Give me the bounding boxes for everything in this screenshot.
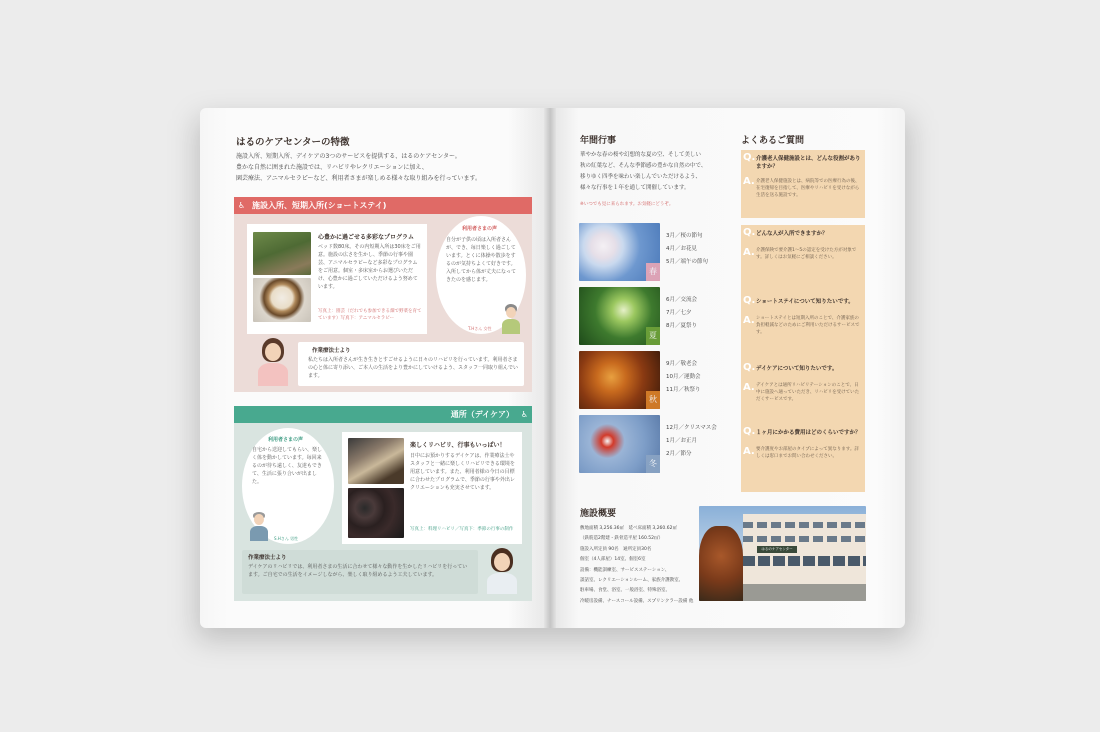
question-marker: Q. [743, 295, 756, 306]
short-stay-therapist-text: 私たちは入所者さんが生き生きとすごせるように日々のリハビリを行っています。利用者さまの心と体に寄り添い、ご本人の生活をより豊かにしていけるよう、スタッフ一同取り組んでいます。 [308, 357, 519, 379]
left-intro-line-3: 園芸療法、アニマルセラピーなど、利用者さまが楽しめる様々な取り組みを行っています。 [236, 175, 481, 182]
day-care-therapist-text: デイケアのリハビリでは、利用者さまの生活に合わせて様々な動作を生かしたリハビリを行っています。ご自宅での生活をイメージしながら、楽しく取り組めるよう工夫しています。 [248, 564, 468, 578]
autumn-events [666, 358, 701, 397]
facility-line-7: 駐車場、食堂、浴室、一般浴室、特殊浴室、 [580, 588, 670, 594]
answer-marker: A. [743, 176, 755, 187]
craft-photo [348, 488, 404, 538]
left-page-title: はるのケアセンターの特徴 [236, 137, 350, 148]
short-stay-photo-caption: 写真上：園芸（だれでも参加できる畑で野菜を育てています）写真下：アニマルセラピー [318, 309, 422, 321]
answer-marker: A. [743, 382, 755, 393]
winter-season-tag: 冬 [646, 455, 660, 473]
short-stay-voice-label: 利用者さまの声 [462, 226, 498, 232]
short-stay-banner-label: 施設入所、短期入所(ショートステイ) [252, 201, 387, 210]
summer-photo [579, 287, 660, 345]
question-marker: Q. [743, 426, 756, 437]
summer-season-tag: 夏 [646, 327, 660, 345]
autumn-season-tag: 秋 [646, 391, 660, 409]
short-stay-voice-person: T.Hさん 女性 [468, 326, 492, 331]
day-care-photo-caption: 写真上：料理リハビリ／写真下：季節の行事の制作 [410, 527, 514, 532]
summer-event-3: 8月／夏祭り [666, 323, 697, 329]
faq-answer-2: 介護保険で要介護1〜5の認定を受けた方が対象です。詳しくはお気軽にご相談ください。 [756, 248, 857, 260]
short-stay-banner [234, 197, 532, 214]
spring-events [666, 230, 708, 269]
faq-question-5: １ヶ月にかかる費用はどのくらいですか？ [756, 430, 861, 436]
spring-event-2: 4月／お花見 [666, 246, 697, 252]
facility-details [580, 524, 696, 607]
winter-event-1: 12月／クリスマス会 [666, 425, 717, 431]
facility-line-3: 施設入所定員 90名 通所定員30名 [580, 546, 652, 552]
faq-answer-4: デイケアとは通所リハビリテーションのことで、日中に施設へ通っていただき、リハビリを受けていただくサービスです。 [756, 383, 860, 402]
autumn-event-1: 9月／敬老会 [666, 361, 697, 367]
autumn-event-3: 11月／秋祭り [666, 387, 701, 393]
day-care-voice-person: S.Hさん 男性 [274, 536, 299, 541]
facility-line-4: 個室（4人部屋）14室、個室6室 [580, 557, 646, 563]
wheelchair-icon: ♿ [238, 201, 246, 210]
short-stay-voice-text: 自分が子供の頃は入所者さんが、でき、毎日楽しく過ごしています。とくに体操や散歩をするのが気持ちよくて好きです。入所してから体が丈夫になってきたのを感じます。 [446, 237, 517, 283]
question-marker: Q. [743, 362, 756, 373]
building-sign: はるのケアセンター [757, 546, 797, 553]
facility-line-6: 談話室、レクリエーションルーム、家族介護教室、 [580, 578, 684, 584]
dog-photo [253, 278, 311, 322]
spring-photo [579, 223, 660, 281]
faq-question-4: デイケアについて知りたいです。 [756, 366, 838, 372]
spring-season-tag: 春 [646, 263, 660, 281]
facility-line-8: 冷暖房設備、ナースコール設備、スプリンクラー設備 他 [580, 598, 694, 604]
faq-question-1: 介護老人保健施設とは、どんな役割がありますか？ [756, 156, 861, 170]
events-intro-4: 様々な行事を１年を通して開催しています。 [580, 185, 690, 191]
faq-item-3 [741, 293, 865, 361]
winter-event-2: 1月／お正月 [666, 438, 697, 444]
question-marker: Q. [743, 227, 756, 238]
book-spine [544, 108, 556, 628]
faq-title: よくあるご質問 [741, 136, 805, 146]
events-intro-2: 秋の紅葉など、そんな季節感の豊かな自然の中で、 [580, 163, 707, 169]
autumn-event-2: 10月／運動会 [666, 374, 701, 380]
therapist-woman-2-illustration [484, 548, 520, 594]
elderly-man-illustration [248, 512, 270, 542]
summer-event-2: 7月／七夕 [666, 310, 692, 316]
faq-answer-3: ショートステイとは短期入所のことで、介護家族の負担軽減などのためにご利用いただけるサービスです。 [756, 316, 860, 335]
day-care-banner [234, 406, 532, 423]
faq-question-2: どんな人が入所できますか？ [756, 231, 828, 237]
day-care-therapist-label: 作業療法士より [248, 555, 287, 561]
facility-title: 施設概要 [580, 509, 617, 519]
left-intro-line-2: 豊かな自然に囲まれた施設では、リハビリやレクリエーションに加え、 [236, 164, 428, 171]
faq-item-4 [741, 360, 865, 428]
summer-event-1: 6月／交流会 [666, 297, 697, 303]
spring-event-3: 5月／端午の節句 [666, 259, 708, 265]
left-intro-line-1: 施設入所、短期入所、デイケアの3つのサービスを提供する、はるのケアセンター。 [236, 153, 461, 160]
faq-item-5 [741, 424, 865, 492]
winter-event-3: 2月／節分 [666, 451, 692, 457]
answer-marker: A. [743, 247, 755, 258]
summer-events [666, 294, 697, 333]
events-title: 年間行事 [580, 136, 617, 146]
faq-item-1 [741, 150, 865, 218]
answer-marker: A. [743, 446, 755, 457]
events-intro-1: 華やかな春の桜や幻想的な夏の空、そして美しい [580, 152, 702, 158]
facility-line-5: 設備：機能訓練室、サービスステーション、 [580, 567, 670, 573]
events-intro-3: 移りゆく四季を味わい楽しんでいただけるよう、 [580, 174, 702, 180]
wheelchair-icon: ♿ [520, 410, 528, 419]
cooking-photo [348, 438, 404, 484]
faq-item-2 [741, 225, 865, 293]
short-stay-therapist-label: 作業療法士より [312, 348, 351, 354]
day-care-voice-label: 利用者さまの声 [268, 437, 304, 443]
elderly-woman-illustration [500, 304, 522, 334]
therapist-woman-illustration [256, 338, 290, 386]
short-stay-card-title: 心豊かに過ごせる多彩なプログラム [318, 234, 414, 241]
spring-event-1: 3月／桜の節句 [666, 233, 703, 239]
day-care-voice-text: 自宅から送迎してもらい、楽しく体を動かしています。毎回来るのが待ち遠しく、友達もできて、生活に張り合いが出ました。 [252, 447, 323, 485]
autumn-photo [579, 351, 660, 409]
facility-line-2: （鉄筋造2階建・鉄骨造平屋 160.52㎡） [580, 536, 664, 542]
question-marker: Q. [743, 152, 756, 163]
day-care-card-title: 楽しくリハビリ、行事もいっぱい！ [410, 442, 506, 449]
garden-photo [253, 232, 311, 275]
day-care-banner-label: 通所（デイケア） [450, 410, 514, 419]
short-stay-card-text: ベッド数80床。その内短期入所は30床をご用意。施設の広さを生かし、季節の行事や園芸、アニマルセラピーなど多彩なプログラムをご用意。個室・多床室からお選びいただけ、心豊かに過ごしていただけるよう努めています。 [318, 244, 421, 290]
winter-photo [579, 415, 660, 473]
facility-building-photo [699, 506, 866, 601]
day-care-card-text: 日中にお預かりするデイケアは、作業療法士やスタッフと一緒に楽しくリハビリできる環境を用意しています。また、利用者様の今日の目標に合わせたプログラムで、季節の行事や外出レクリエーションも充実させています。 [410, 453, 515, 491]
winter-events [666, 422, 717, 461]
faq-answer-1: 介護老人保健施設とは、病院等での医療行為の後、在宅復帰を目指して、医療やリハビリを受けながら生活を送る施設です。 [756, 179, 860, 198]
answer-marker: A. [743, 315, 755, 326]
facility-line-1: 敷地面積 3,256.36㎡ 延べ床面積 3,260.62㎡ [580, 526, 677, 531]
events-note: ※いつでも見に来られます。お気軽にどうぞ。 [580, 202, 674, 207]
faq-answer-5: 要介護度やお部屋のタイプによって異なります。詳しくは窓口までお問い合わせください。 [756, 447, 859, 459]
faq-question-3: ショートステイについて知りたいです。 [756, 299, 854, 305]
